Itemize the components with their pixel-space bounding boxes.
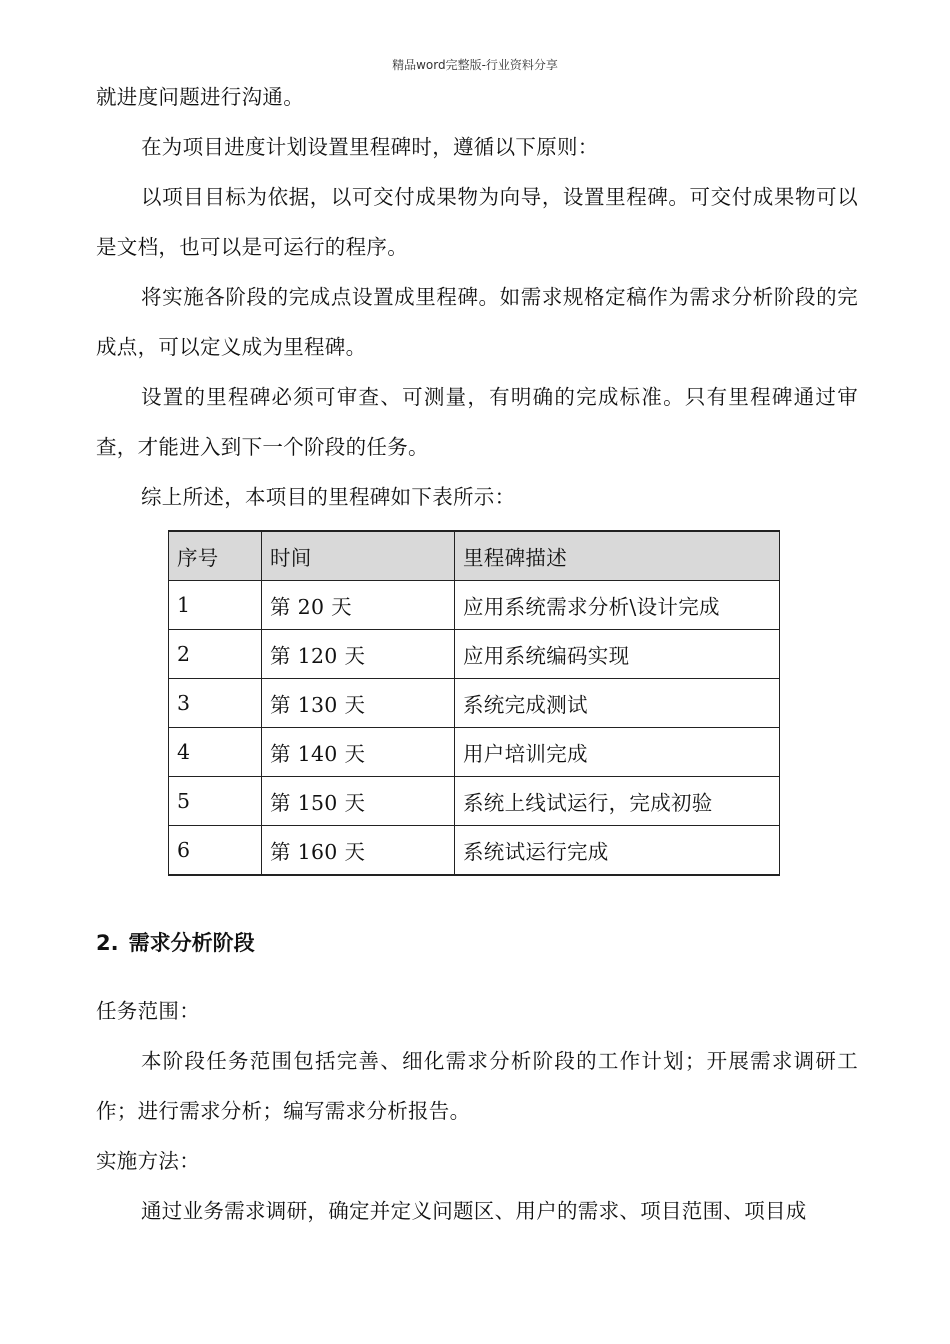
column-header-time: 时间 bbox=[262, 531, 455, 581]
paragraph: 实施方法： bbox=[96, 1149, 200, 1173]
cell-description: 应用系统需求分析\设计完成 bbox=[455, 581, 780, 630]
table-row bbox=[169, 630, 780, 679]
table-row bbox=[169, 679, 780, 728]
cell-index: 4 bbox=[169, 728, 262, 777]
paragraph: 综上所述，本项目的里程碑如下表所示： bbox=[141, 485, 516, 509]
paragraph: 设置的里程碑必须可审查、可测量，有明确的完成标准。只有里程碑通过审查，才能进入到下一个阶段的任务。 bbox=[96, 385, 858, 459]
table-row bbox=[169, 777, 780, 826]
cell-description: 系统试运行完成 bbox=[455, 826, 780, 876]
table-row bbox=[169, 581, 780, 630]
cell-time: 第 20 天 bbox=[262, 581, 455, 630]
cell-time: 第 160 天 bbox=[262, 826, 455, 876]
paragraph: 就进度问题进行沟通。 bbox=[96, 85, 304, 109]
paragraph: 本阶段任务范围包括完善、细化需求分析阶段的工作计划；开展需求调研工作；进行需求分析；编写需求分析报告。 bbox=[96, 1049, 858, 1123]
section-heading bbox=[96, 918, 858, 968]
section-number: 2. bbox=[96, 931, 119, 955]
cell-description: 用户培训完成 bbox=[455, 728, 780, 777]
document-body bbox=[96, 72, 858, 1236]
cell-index: 5 bbox=[169, 777, 262, 826]
cell-time: 第 130 天 bbox=[262, 679, 455, 728]
table-row bbox=[169, 826, 780, 876]
milestone-table bbox=[168, 530, 780, 876]
cell-description: 系统上线试运行，完成初验 bbox=[455, 777, 780, 826]
paragraph: 通过业务需求调研，确定并定义问题区、用户的需求、项目范围、项目成 bbox=[141, 1199, 807, 1223]
column-header-description: 里程碑描述 bbox=[455, 531, 780, 581]
table-row bbox=[169, 728, 780, 777]
table-header-row bbox=[169, 531, 780, 581]
page-header: 精品word完整版-行业资料分享 bbox=[392, 58, 558, 72]
cell-description: 系统完成测试 bbox=[455, 679, 780, 728]
cell-index: 3 bbox=[169, 679, 262, 728]
section-title: 需求分析阶段 bbox=[128, 931, 255, 955]
paragraph: 在为项目进度计划设置里程碑时，遵循以下原则： bbox=[141, 135, 599, 159]
paragraph: 将实施各阶段的完成点设置成里程碑。如需求规格定稿作为需求分析阶段的完成点，可以定义成为里程碑。 bbox=[96, 285, 858, 359]
cell-time: 第 150 天 bbox=[262, 777, 455, 826]
cell-time: 第 120 天 bbox=[262, 630, 455, 679]
cell-index: 6 bbox=[169, 826, 262, 876]
cell-time: 第 140 天 bbox=[262, 728, 455, 777]
paragraph: 任务范围： bbox=[96, 999, 200, 1023]
paragraph: 以项目目标为依据，以可交付成果物为向导，设置里程碑。可交付成果物可以是文档，也可以是可运行的程序。 bbox=[96, 185, 858, 259]
cell-description: 应用系统编码实现 bbox=[455, 630, 780, 679]
cell-index: 1 bbox=[169, 581, 262, 630]
cell-index: 2 bbox=[169, 630, 262, 679]
column-header-index: 序号 bbox=[169, 531, 262, 581]
